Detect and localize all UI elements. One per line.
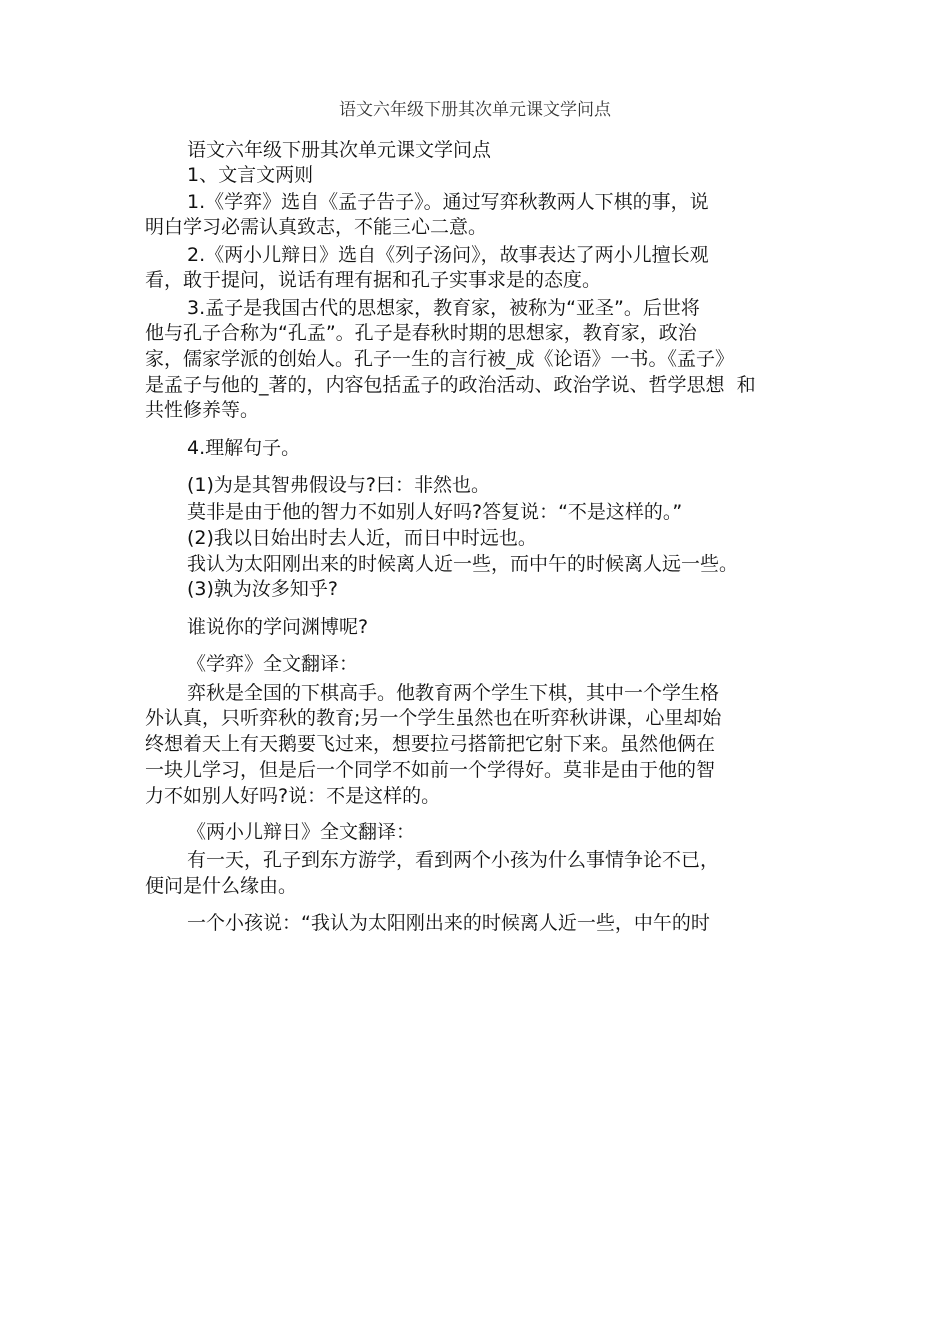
- paragraph-line: 弈秋是全国的下棋高手。他教育两个学生下棋，其中一个学生格: [187, 682, 720, 704]
- paragraph-line: (1)为是其智弗假设与?曰：非然也。: [187, 474, 490, 496]
- paragraph-line: 谁说你的学问渊博呢?: [187, 616, 369, 638]
- paragraph-line: 《学弈》全文翻译：: [187, 653, 359, 675]
- paragraph-line: 家，儒家学派的创始人。孔子一生的言行被_成《论语》一书。《孟子》: [145, 348, 735, 370]
- paragraph-line: 《两小儿辩日》全文翻译：: [187, 821, 416, 843]
- paragraph-line: 共性修养等。: [145, 399, 260, 421]
- paragraph-line: 外认真，只听弈秋的教育;另一个学生虽然也在听弈秋讲课，心里却始: [145, 707, 722, 729]
- paragraph-line: 我认为太阳刚出来的时候离人近一些，而中午的时候离人远一些。: [187, 553, 739, 575]
- paragraph-line: 一个小孩说：“我认为太阳刚出来的时候离人近一些，中午的时: [187, 912, 710, 934]
- paragraph-line: 他与孔子合称为“孔孟”。孔子是春秋时期的思想家，教育家，政治: [145, 322, 697, 344]
- paragraph-line: 是孟子与他的_著的，内容包括孟子的政治活动、政治学说、哲学思想 和: [145, 374, 756, 396]
- paragraph-line: 4.理解句子。: [187, 437, 301, 459]
- page-header: 语文六年级下册其次单元课文学问点: [339, 100, 611, 120]
- paragraph-line: 力不如别人好吗?说：不是这样的。: [145, 785, 441, 807]
- paragraph-line: 一块儿学习，但是后一个同学不如前一个学得好。莫非是由于他的智: [145, 759, 716, 781]
- section-heading: 1、文言文两则: [187, 164, 314, 186]
- paragraph-line: (2)我以日始出时去人近，而日中时远也。: [187, 527, 537, 549]
- paragraph-line: 明白学习必需认真致志，不能三心二意。: [145, 216, 488, 238]
- paragraph-line: 莫非是由于他的智力不如别人好吗?答复说：“不是这样的。”: [187, 501, 683, 523]
- paragraph-line: (3)孰为汝多知乎?: [187, 578, 338, 600]
- document-title: 语文六年级下册其次单元课文学问点: [187, 139, 492, 161]
- paragraph-line: 2.《两小儿辩日》选自《列子汤问》，故事表达了两小儿擅长观: [187, 244, 709, 266]
- paragraph-line: 1.《学弈》选自《孟子告子》。通过写弈秋教两人下棋的事，说: [187, 191, 709, 213]
- paragraph-line: 看，敢于提问，说话有理有据和孔子实事求是的态度。: [145, 269, 602, 291]
- paragraph-line: 终想着天上有天鹅要飞过来，想要拉弓搭箭把它射下来。虽然他俩在: [145, 733, 716, 755]
- paragraph-line: 有一天，孔子到东方游学，看到两个小孩为什么事情争论不已，: [187, 849, 720, 871]
- paragraph-line: 3.孟子是我国古代的思想家，教育家，被称为“亚圣”。后世将: [187, 297, 700, 319]
- paragraph-line: 便问是什么缘由。: [145, 875, 298, 897]
